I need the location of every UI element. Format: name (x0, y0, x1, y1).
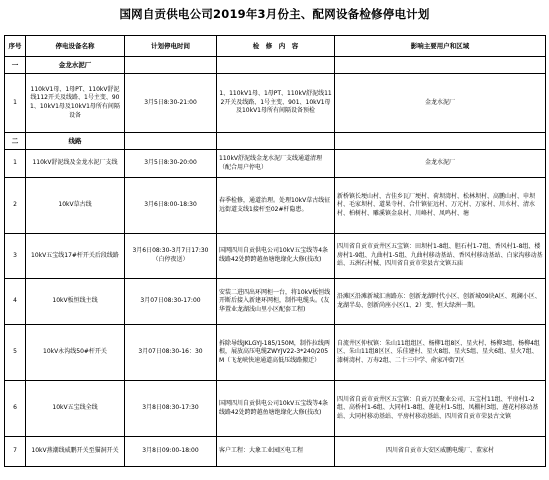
row-area: 自流井区仲权镇：朱山11组组区、杨柳1组8区、星火村、杨柳3组、杨柳4组区、朱山11组8区区、乐佳建村、星火8组、星火5组、星火6组、星火7组、漆树湾村、万寿2组、二十三中学、俞家冲街7区 (335, 325, 546, 381)
row-area: 金龙水泥厂 (335, 74, 546, 133)
row-device: 10kV燕潮线威鹏开关至猫洞开关 (26, 437, 125, 467)
row-seq: 7 (5, 437, 26, 467)
row-area: 四川省自贡市贡井区五宝镇：田坝村1-8组、胆石村1-7组、香风村1-8组、楼房村1-9组、九曲村1-5组、九曲村移动基站、香风村移动基站、白家沟移动基站、五洲石村械、四川省自贡市荣县古文镇五庙 (335, 234, 546, 279)
table-row (5, 325, 546, 381)
row-seq: 1 (5, 74, 26, 133)
section-row (5, 133, 546, 150)
header-device: 停电设备名称 (26, 36, 125, 57)
row-time: 3月07日08:30-17:00 (125, 279, 217, 325)
row-device: 10kV板恒线主线 (26, 279, 125, 325)
row-area: 四川省自贡市贡井区五宝镇：自贡万民聚业公司、五宝村11组、平房村1-2组、高桥村1-6组、大同村1-8组、莲花村1-5组、凤棚村3组、莲花村移动基站、大同村移动基站、平房村移动基站、四川省自贡市荣县古文镇 (335, 381, 546, 437)
table-row (5, 178, 546, 234)
row-device: 110kV舒泥线及金龙水泥厂支线 (26, 150, 125, 178)
header-area: 影响主要用户和区域 (335, 36, 546, 57)
table-row (5, 150, 546, 178)
row-time: 3月6日08:30-3月7日17:30（白停夜送） (125, 234, 217, 279)
row-seq: 4 (5, 279, 26, 325)
table-row (5, 437, 546, 467)
table-header-row (5, 36, 546, 57)
document-title: 国网自贡供电公司2019年3月份主、配网设备检修停电计划 (119, 7, 430, 21)
row-time: 3月8日08:30-17:30 (125, 381, 217, 437)
section-seq: 二 (5, 133, 26, 150)
row-content: 国网四川自贡供电公司10kV五宝线等4条线路42处跨跨越鱼塘绝缘化大修(技改) (217, 381, 335, 437)
section-seq: 一 (5, 57, 26, 74)
row-content: 国网四川自贡供电公司10kV五宝线等4条线路42处跨跨越鱼塘绝缘化大修(技改) (217, 234, 335, 279)
row-seq: 3 (5, 234, 26, 279)
row-device: 10kV永沟线50#杆开关 (26, 325, 125, 381)
row-area: 金龙水泥厂 (335, 150, 546, 178)
section-row (5, 57, 546, 74)
row-content: 1、110kV1母、1母PT、110kV舒泥线112开关及线路、1号主变、901、10kV1母及10kV1母所有间隔设备预检 (217, 74, 335, 133)
row-device: 10kV五宝线17#杆开关后段线路 (26, 234, 125, 279)
header-time: 计划停电时间 (125, 36, 217, 57)
section-name: 线路 (26, 133, 125, 150)
row-seq: 2 (5, 178, 26, 234)
section-name: 金龙水泥厂 (26, 57, 125, 74)
table-row (5, 74, 546, 133)
row-content: 春季检修，通道治理。处理10kV草古线征远街道支线1接杆至02#杆隐患。 (217, 178, 335, 234)
row-content: 拆除导线JKLGYJ-185/150M，制作拉线两根，展放高压电缆ZWYJV22-3*240/205M（飞龙峡快速通道高低压线路搬迁） (217, 325, 335, 381)
row-device: 110kV1母、1母PT、110kV舒泥线112开关及线路、1号主变、901、10kV1母及10kV1母所有间隔设备 (26, 74, 125, 133)
row-content: 110kV舒泥线金龙水泥厂支线通道清理（配合用户停电） (217, 150, 335, 178)
row-time: 3月6日8:00-18:30 (125, 178, 217, 234)
header-content: 检 修 内 容 (217, 36, 335, 57)
row-content: 安装二进四出环网柜一台，将10kV板恒线开断后接入新建环网柜，制作电缆头。(友华置业龙湖浅山里小区配套工程) (217, 279, 335, 325)
table-row (5, 234, 546, 279)
row-time: 3月5日8:30-20:00 (125, 150, 217, 178)
row-area: 四川省自贡市大安区威鹏电缆厂、董家村 (335, 437, 546, 467)
row-time: 3月5日8:30-21:00 (125, 74, 217, 133)
maintenance-schedule-table (4, 35, 546, 467)
table-row (5, 279, 546, 325)
row-device: 10kV草古线 (26, 178, 125, 234)
row-time: 3月07日08:30-16：30 (125, 325, 217, 381)
table-row (5, 381, 546, 437)
row-seq: 6 (5, 381, 26, 437)
row-area: 沿滩区沿滩新城汇南路东：创新龙湖时代小区、创新城09块A区、观澜小区、龙湖半岛、创新尚座小区(1、2）变、恒大绿洲一期。 (335, 279, 546, 325)
row-seq: 5 (5, 325, 26, 381)
row-device: 10kV五宝线全线 (26, 381, 125, 437)
header-seq: 序号 (5, 36, 26, 57)
row-content: 客户工程：大象工业园区电工程 (217, 437, 335, 467)
row-seq: 1 (5, 150, 26, 178)
row-area: 新桥镇长埂山村、古佳乡瓦厂埂村、荷坝湾村、松林坝村、高鹏山村、申坝村、毛家坝村、道果寺村、合什镇征远村、万元村、万家村、川水村、清水村、柏树村、雕溪镇金泉村、川峰村、凤鸣村、塘 (335, 178, 546, 234)
row-time: 3月8日09:00-18:00 (125, 437, 217, 467)
